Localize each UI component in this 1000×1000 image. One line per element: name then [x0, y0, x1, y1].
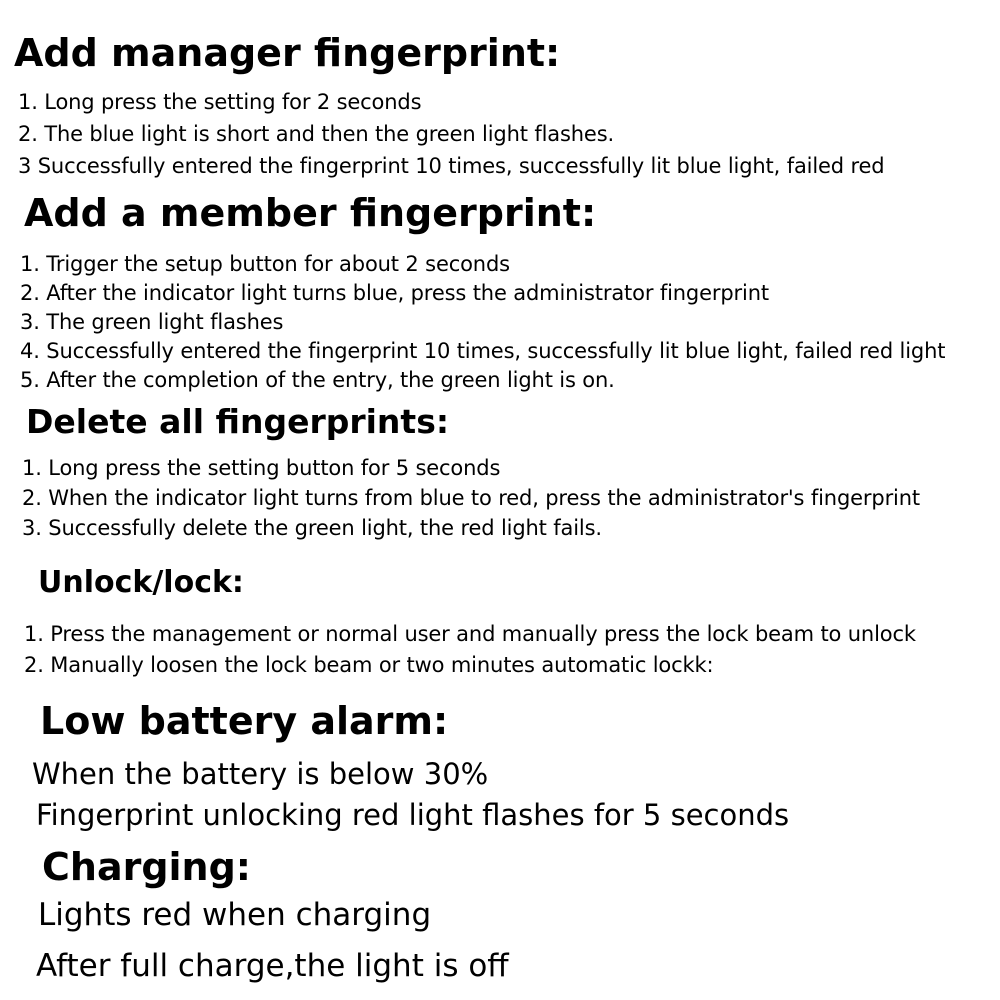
instruction-line: When the battery is below 30% [32, 757, 489, 791]
instruction-line: 1. Long press the setting button for 5 seconds [22, 456, 501, 480]
instruction-line: 3. Successfully delete the green light, the red light fails. [22, 516, 602, 540]
section-heading-unlock-lock: Unlock/lock: [38, 565, 244, 600]
instruction-line: 1. Press the management or normal user and manually press the lock beam to unlock [24, 622, 916, 646]
instruction-line: 2. After the indicator light turns blue, press the administrator fingerprint [20, 281, 769, 305]
section-heading-charging: Charging: [42, 845, 251, 889]
section-heading-low-battery-alarm: Low battery alarm: [40, 699, 449, 743]
instruction-line: 2. The blue light is short and then the green light flashes. [18, 122, 615, 146]
instruction-line: 1. Trigger the setup button for about 2 seconds [20, 252, 510, 276]
instruction-line: 3 Successfully entered the fingerprint 10 times, successfully lit blue light, failed red [18, 154, 885, 178]
section-heading-add-member-fingerprint: Add a member fingerprint: [24, 191, 597, 235]
instruction-line: 1. Long press the setting for 2 seconds [18, 90, 422, 114]
instruction-line: 3. The green light flashes [20, 310, 284, 334]
instruction-line: 2. Manually loosen the lock beam or two minutes automatic lockk: [24, 653, 714, 677]
instruction-line: 5. After the completion of the entry, the green light is on. [20, 368, 615, 392]
section-heading-add-manager-fingerprint: Add manager fingerprint: [14, 31, 561, 75]
instruction-line: Fingerprint unlocking red light flashes for 5 seconds [36, 798, 790, 832]
section-heading-delete-all-fingerprints: Delete all fingerprints: [26, 402, 450, 441]
instruction-line: After full charge,the light is off [36, 948, 509, 984]
instruction-line: 2. When the indicator light turns from blue to red, press the administrator's fingerprint [22, 486, 920, 510]
instruction-line: Lights red when charging [38, 897, 432, 933]
instruction-line: 4. Successfully entered the fingerprint 10 times, successfully lit blue light, failed red light [20, 339, 946, 363]
